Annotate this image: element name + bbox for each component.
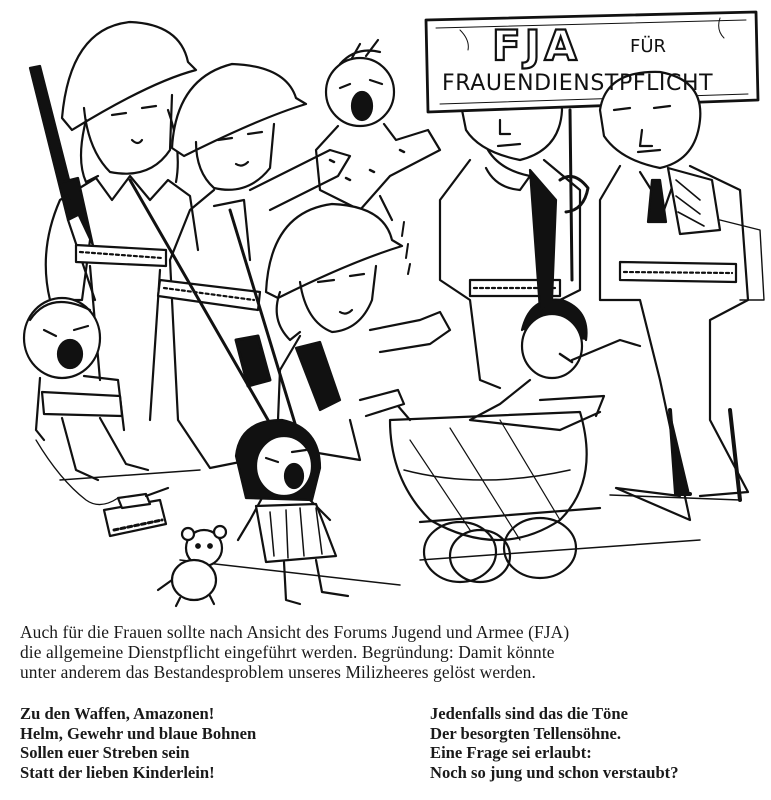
teddy-bear-icon xyxy=(158,526,226,606)
sign-line2-label: FRAUENDIENSTPFLICHT xyxy=(442,71,714,96)
verse-line: Jedenfalls sind das die Töne xyxy=(430,704,628,723)
caption-line: unter anderem das Bestandesproblem unseres Milizheeres gelöst werden. xyxy=(20,662,536,682)
ground-lines xyxy=(60,470,740,585)
sign-fuer-label: FÜR xyxy=(630,36,667,57)
caption-line: Auch für die Frauen sollte nach Ansicht des Forums Jugend und Armee (FJA) xyxy=(20,622,570,642)
crying-girl xyxy=(236,420,348,604)
sign-logo-fja: FJA xyxy=(492,21,581,70)
verse-line: Der besorgten Tellensöhne. xyxy=(430,723,621,743)
verse-line: Statt der lieben Kinderlein! xyxy=(20,762,215,782)
verse-left-column xyxy=(20,704,380,782)
baby-carriage-icon xyxy=(390,406,600,582)
rifles-diagonal-icon xyxy=(130,180,300,440)
verse-line: Noch so jung und schon verstaubt? xyxy=(430,762,679,782)
toy-tank-icon xyxy=(104,488,168,536)
verse-line: Eine Frage sei erlaubt: xyxy=(430,743,592,762)
protest-sign-board xyxy=(426,12,758,112)
caption-text xyxy=(20,622,760,682)
verse-line: Helm, Gewehr und blaue Bohnen xyxy=(20,723,257,743)
caption-line: die allgemeine Dienstpflicht eingeführt werden. Begründung: Damit könnte xyxy=(20,642,555,662)
boy-in-carriage xyxy=(470,300,640,430)
crying-boy-left xyxy=(24,298,148,505)
male-officer-right xyxy=(600,72,764,520)
verse-line: Sollen euer Streben sein xyxy=(20,743,190,762)
sign-pole xyxy=(560,110,588,280)
verse-right-column xyxy=(430,704,765,782)
verse-line: Zu den Waffen, Amazonen! xyxy=(20,704,215,723)
